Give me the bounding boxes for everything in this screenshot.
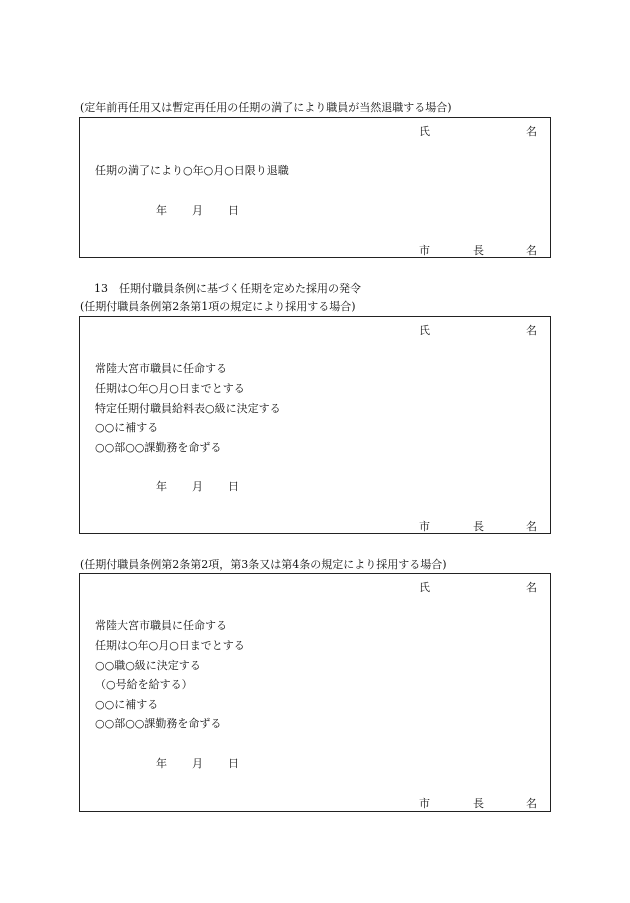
date-year: 年 <box>156 204 167 217</box>
order-line: 常陸大宮市職員に任命する <box>95 362 227 375</box>
name-label-2: 名 <box>526 581 537 594</box>
retirement-form <box>79 117 551 258</box>
order-line: 任期は○年○月○日までとする <box>95 639 245 652</box>
order-line: 常陸大宮市職員に任命する <box>95 619 227 632</box>
section1-caption: (定年前再任用又は暫定再任用の任期の満了により職員が当然退職する場合) <box>80 101 452 114</box>
order-line: 任期は○年○月○日までとする <box>95 382 245 395</box>
name-label-1: 氏 <box>419 581 430 594</box>
date-year: 年 <box>156 757 167 770</box>
issue-date <box>156 755 264 771</box>
signer-name: 名 <box>526 520 537 533</box>
section3-caption: (任期付職員条例第2条第2項，第3条又は第4条の規定により採用する場合) <box>80 558 447 571</box>
signer-mayor: 長 <box>473 244 484 257</box>
section2-heading: 13 任期付職員条例に基づく任期を定めた採用の発令 <box>94 282 361 295</box>
date-day: 日 <box>228 480 239 493</box>
date-month: 月 <box>192 480 203 493</box>
order-line: （○号給を給する） <box>95 678 193 691</box>
order-line: ○○職○級に決定する <box>95 659 201 672</box>
signer-mayor: 長 <box>473 520 484 533</box>
order-line: ○○部○○課勤務を命ずる <box>95 717 222 730</box>
signer-name: 名 <box>526 244 537 257</box>
name-label-1: 氏 <box>419 125 430 138</box>
name-label-1: 氏 <box>419 324 430 337</box>
signer-name: 名 <box>526 797 537 810</box>
section2-caption: (任期付職員条例第2条第1項の規定により採用する場合) <box>80 300 356 313</box>
date-month: 月 <box>192 757 203 770</box>
signer-city: 市 <box>419 244 430 257</box>
order-line: ○○に補する <box>95 698 159 711</box>
appointment-form-1 <box>79 316 551 534</box>
signer-city: 市 <box>419 797 430 810</box>
order-line: 特定任期付職員給料表○級に決定する <box>95 402 281 415</box>
issue-date <box>156 202 264 218</box>
name-label-2: 名 <box>526 125 537 138</box>
appointment-form-2 <box>79 573 551 812</box>
signer-city: 市 <box>419 520 430 533</box>
date-day: 日 <box>228 204 239 217</box>
date-day: 日 <box>228 757 239 770</box>
order-line: ○○に補する <box>95 421 159 434</box>
order-line: 任期の満了により○年○月○日限り退職 <box>95 164 289 177</box>
date-month: 月 <box>192 204 203 217</box>
issue-date <box>156 478 264 494</box>
date-year: 年 <box>156 480 167 493</box>
name-label-2: 名 <box>526 324 537 337</box>
order-line: ○○部○○課勤務を命ずる <box>95 441 222 454</box>
signer-mayor: 長 <box>473 797 484 810</box>
